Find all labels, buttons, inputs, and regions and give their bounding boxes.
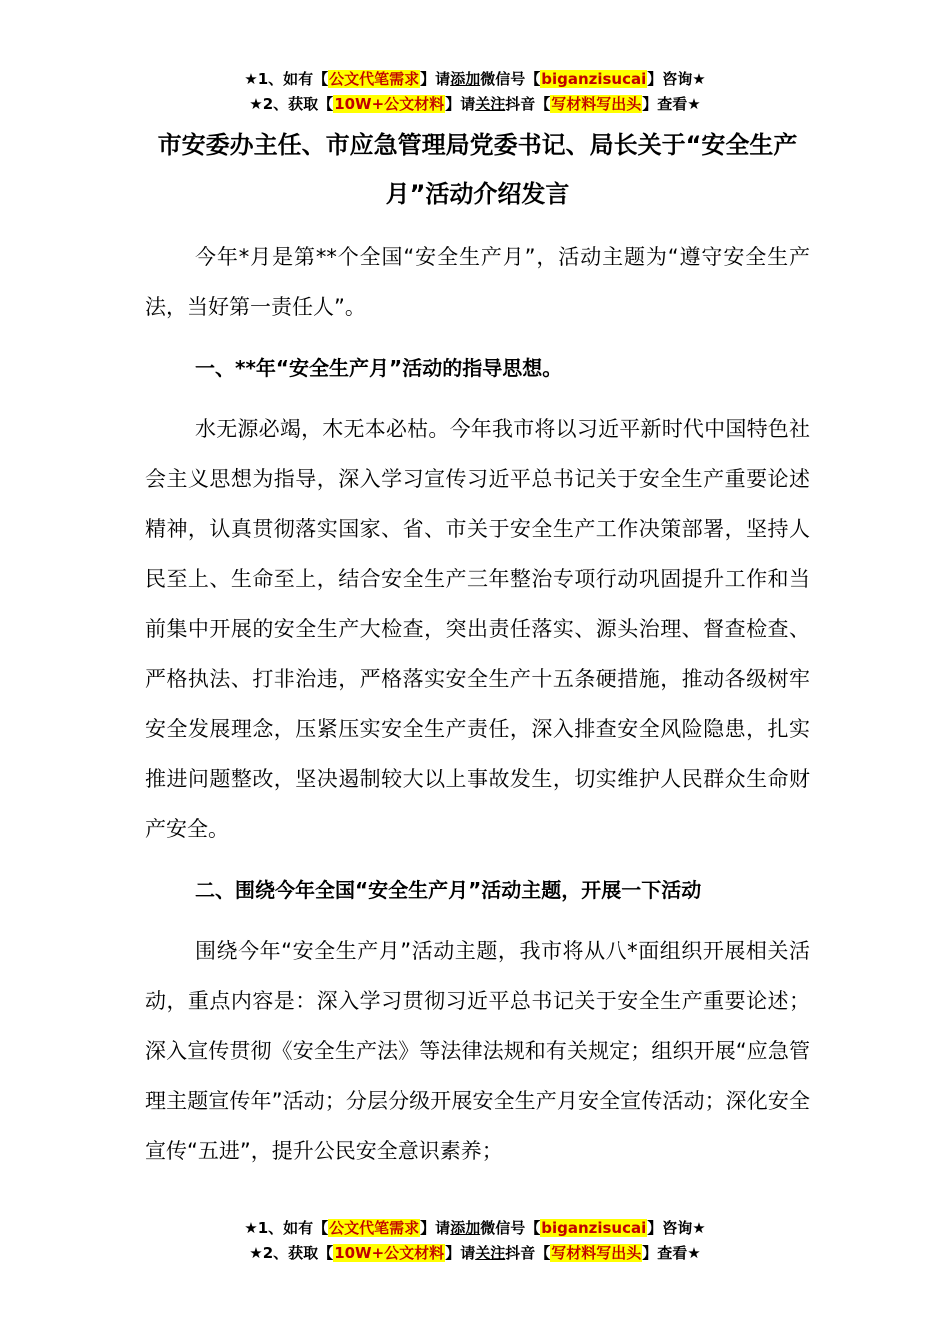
banner-underline: 关注	[475, 95, 506, 113]
section-1-heading: 一、**年“安全生产月”活动的指导思想。	[195, 356, 563, 380]
section-2-paragraph: 围绕今年“安全生产月”活动主题，我市将从八*面组织开展相关活动，重点内容是：深入学习贯彻习近平总书记关于安全生产重要论述；深入宣传贯彻《安全生产法》等法律法规和有关规定；组织开展“应急管理主题宣传年”活动；分层分级开展安全生产月安全宣传活动；深化安全宣传“五进”，提升公民安全意识素养；	[145, 939, 810, 1163]
banner-text: 微信号【	[480, 70, 541, 88]
banner-text: 】请	[445, 1244, 476, 1262]
section-2-heading: 二、围绕今年全国“安全生产月”活动主题，开展一下活动	[195, 878, 702, 902]
banner-highlight: 10W+公文材料	[334, 95, 445, 113]
banner-underline: 添加	[450, 70, 481, 88]
banner-text: 】请	[420, 1219, 451, 1237]
banner-highlight: biganzisucai	[541, 70, 647, 88]
banner-text: 】查看★	[642, 95, 701, 113]
banner-line-1	[0, 1216, 950, 1241]
banner-text: ★1、如有【	[244, 70, 329, 88]
banner-underline: 关注	[475, 1244, 506, 1262]
banner-highlight: 公文代笔需求	[329, 1219, 420, 1237]
banner-highlight: 公文代笔需求	[329, 70, 420, 88]
banner-highlight: 写材料写出头	[551, 95, 642, 113]
banner-text: 】咨询★	[647, 1219, 706, 1237]
banner-text: 】请	[420, 70, 451, 88]
banner-text: 】请	[445, 95, 476, 113]
banner-line-1	[0, 67, 950, 92]
banner-text: 】查看★	[642, 1244, 701, 1262]
banner-text: 】咨询★	[647, 70, 706, 88]
banner-text: 抖音【	[505, 95, 551, 113]
banner-line-2	[0, 1241, 950, 1266]
banner-text: ★2、获取【	[249, 1244, 334, 1262]
document-body	[145, 232, 810, 1176]
banner-text: 抖音【	[505, 1244, 551, 1262]
banner-text: ★2、获取【	[249, 95, 334, 113]
banner-underline: 添加	[450, 1219, 481, 1237]
footer-banner	[0, 1216, 950, 1266]
banner-highlight: biganzisucai	[541, 1219, 647, 1237]
banner-text: ★1、如有【	[244, 1219, 329, 1237]
banner-line-2	[0, 92, 950, 117]
banner-text: 微信号【	[480, 1219, 541, 1237]
banner-highlight: 10W+公文材料	[334, 1244, 445, 1262]
section-1-paragraph: 水无源必竭，木无本必枯。今年我市将以习近平新时代中国特色社会主义思想为指导，深入学习宣传习近平总书记关于安全生产重要论述精神，认真贯彻落实国家、省、市关于安全生产工作决策部署，坚持人民至上、生命至上，结合安全生产三年整治专项行动巩固提升工作和当前集中开展的安全生产大检查，突出责任落实、源头治理、督查检查、严格执法、打非治违，严格落实安全生产十五条硬措施，推动各级树牢安全发展理念，压紧压实安全生产责任，深入排查安全风险隐患，扎实推进问题整改，坚决遏制较大以上事故发生，切实维护人民群众生命财产安全。	[145, 417, 810, 841]
intro-paragraph: 今年*月是第**个全国“安全生产月”，活动主题为“遵守安全生产法，当好第一责任人”。	[145, 245, 810, 319]
banner-highlight: 写材料写出头	[551, 1244, 642, 1262]
header-banner	[0, 67, 950, 117]
document-title: 市安委办主任、市应急管理局党委书记、局长关于“安全生产月”活动介绍发言	[157, 131, 798, 208]
